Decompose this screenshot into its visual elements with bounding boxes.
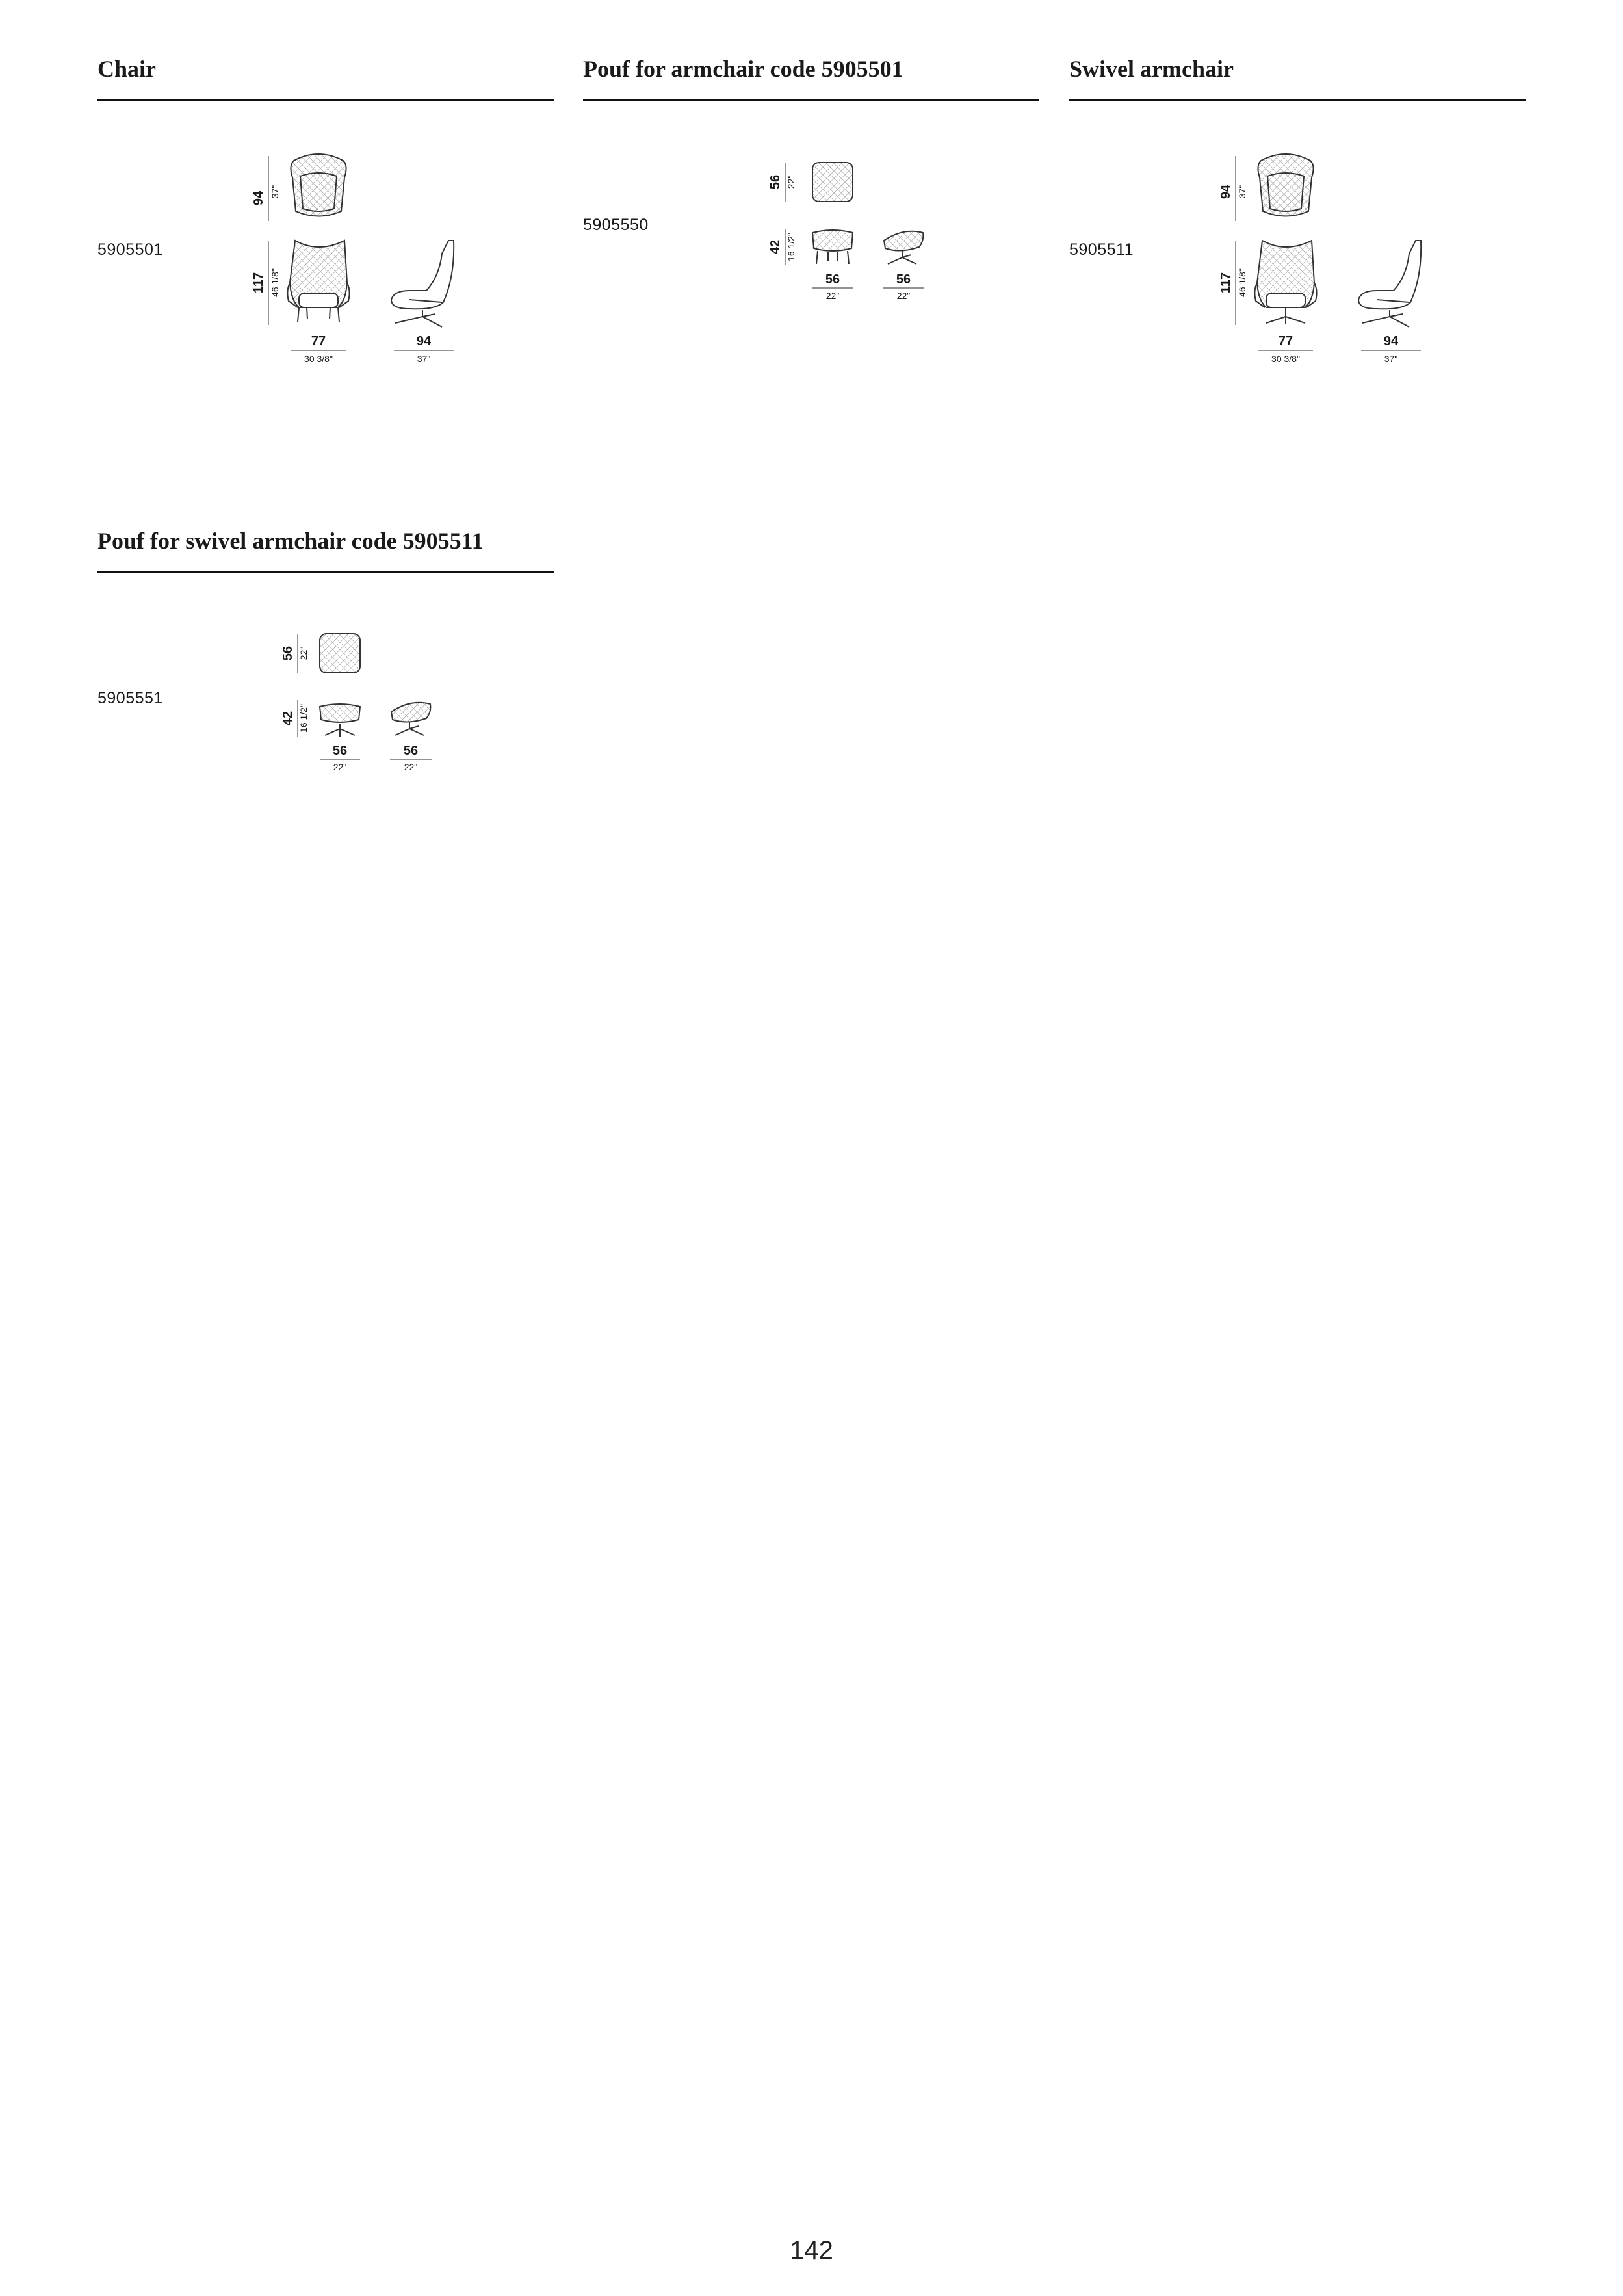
depth-dimension xyxy=(394,334,454,364)
dim-depth-in: 22" xyxy=(896,291,911,301)
top-view-dimension xyxy=(281,634,309,673)
pouf-front-view xyxy=(812,230,853,264)
front-view-dimension xyxy=(281,700,309,737)
depth-dimension xyxy=(1361,334,1421,364)
section-chair xyxy=(97,55,554,83)
dim-height: 42 xyxy=(281,711,295,726)
dim-height-in: 46 1/8" xyxy=(1237,268,1247,297)
chair-side-view xyxy=(391,241,454,327)
chair-side-view xyxy=(1358,241,1421,327)
chair-top-view xyxy=(1258,154,1313,216)
top-view-dimension xyxy=(252,156,280,221)
dim-top-depth-in: 37" xyxy=(270,185,280,199)
pouf-front-view xyxy=(320,704,360,737)
dim-height: 117 xyxy=(1219,272,1233,294)
dim-height: 42 xyxy=(768,239,783,255)
front-view-dimension xyxy=(252,241,280,325)
section-title: Pouf for swivel armchair code 5905511 xyxy=(97,528,484,554)
dim-height-in: 16 1/2" xyxy=(786,233,796,261)
dim-width: 56 xyxy=(825,272,840,287)
chair-front-view xyxy=(287,241,349,322)
width-dimension xyxy=(320,744,360,772)
dim-top-depth-in: 22" xyxy=(298,646,309,660)
dim-width: 77 xyxy=(1278,334,1293,348)
dim-height-in: 16 1/2" xyxy=(298,704,309,733)
width-dimension xyxy=(291,334,346,364)
dim-width-in: 30 3/8" xyxy=(1271,354,1300,364)
section-divider xyxy=(97,571,554,573)
dim-depth-in: 37" xyxy=(417,354,431,364)
dim-top-depth: 56 xyxy=(768,174,783,190)
product-code: 5905511 xyxy=(1069,241,1134,259)
dim-depth: 94 xyxy=(1383,334,1399,348)
section-title: Pouf for armchair code 5905501 xyxy=(583,56,903,82)
section-title: Chair xyxy=(97,56,156,82)
product-code: 5905551 xyxy=(97,689,163,707)
section-title: Swivel armchair xyxy=(1069,56,1234,82)
dim-depth: 94 xyxy=(416,334,432,348)
section-pouf-swivel-armchair xyxy=(97,527,554,555)
section-divider xyxy=(97,99,554,101)
dim-width: 56 xyxy=(332,744,348,758)
width-dimension xyxy=(1258,334,1313,364)
pouf-side-view xyxy=(391,703,430,735)
section-divider xyxy=(583,99,1039,101)
dim-top-depth: 94 xyxy=(252,190,266,206)
product-code: 5905501 xyxy=(97,241,163,259)
dim-width-in: 22" xyxy=(333,762,347,772)
dim-depth-in: 37" xyxy=(1384,354,1398,364)
width-dimension xyxy=(812,272,853,301)
pouf-armchair-technical-drawing xyxy=(760,156,936,312)
chair-technical-drawing xyxy=(247,146,468,367)
pouf-top-view xyxy=(812,163,853,202)
section-divider xyxy=(1069,99,1526,101)
swivel-armchair-technical-drawing xyxy=(1214,146,1435,367)
dim-top-depth: 56 xyxy=(281,646,295,661)
chair-top-view xyxy=(291,154,346,216)
page-number: 142 xyxy=(790,2236,833,2265)
dim-top-depth: 94 xyxy=(1219,184,1233,200)
dim-width-in: 22" xyxy=(825,291,840,301)
depth-dimension xyxy=(883,272,924,301)
dim-width-in: 30 3/8" xyxy=(304,354,333,364)
depth-dimension xyxy=(390,744,432,772)
dim-height: 117 xyxy=(252,272,266,294)
dim-width: 77 xyxy=(311,334,326,348)
top-view-dimension xyxy=(768,163,796,202)
dim-depth-in: 22" xyxy=(404,762,418,772)
chair-front-view xyxy=(1254,241,1316,324)
front-view-dimension xyxy=(1219,241,1247,325)
pouf-side-view xyxy=(884,231,923,264)
front-view-dimension xyxy=(768,229,796,265)
dim-depth: 56 xyxy=(896,272,911,287)
dim-top-depth-in: 37" xyxy=(1237,185,1247,199)
section-swivel-armchair xyxy=(1069,55,1526,83)
dim-top-depth-in: 22" xyxy=(786,175,796,189)
pouf-top-view xyxy=(320,634,360,673)
dim-height-in: 46 1/8" xyxy=(270,268,280,297)
dim-depth: 56 xyxy=(403,744,419,758)
section-pouf-armchair xyxy=(583,55,1039,83)
pouf-swivel-technical-drawing xyxy=(266,627,442,783)
product-code: 5905550 xyxy=(583,216,649,234)
top-view-dimension xyxy=(1219,156,1247,221)
